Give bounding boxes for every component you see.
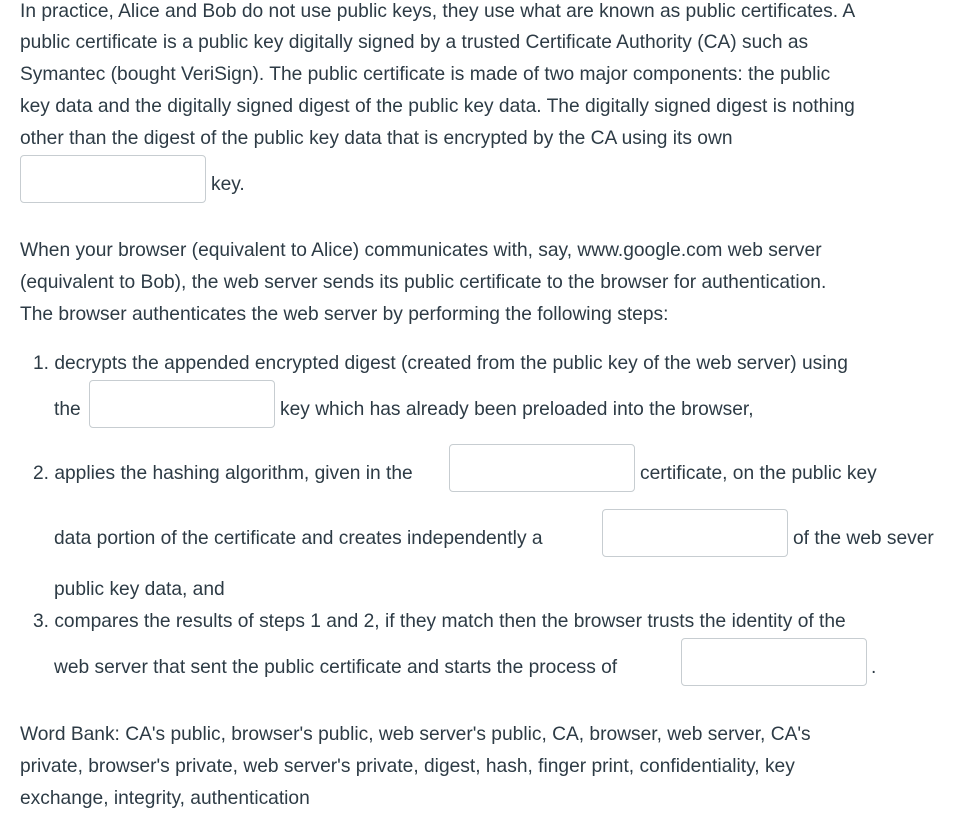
paragraph2-line: (equivalent to Bob), the web server sends its public certificate to the browser for authentication.	[20, 272, 827, 293]
paragraph1-line: public certificate is a public key digitally signed by a trusted Certificate Authority (CA) such as	[20, 32, 809, 53]
word-bank-line: exchange, integrity, authentication	[20, 788, 310, 809]
step3-line: 3. compares the results of steps 1 and 2, if they match then the browser trusts the identity of the	[33, 611, 846, 632]
step2-after-blank: certificate, on the public key	[640, 463, 877, 484]
step2-line: public key data, and	[54, 579, 225, 600]
word-bank-line: Word Bank: CA's public, browser's public, web server's public, CA, browser, web server, CA's	[20, 724, 811, 745]
paragraph1-after-blank: key.	[211, 174, 245, 195]
step1-after-blank: key which has already been preloaded into the browser,	[280, 399, 754, 420]
step2-before-blank: data portion of the certificate and creates independently a	[54, 528, 543, 549]
word-bank-line: private, browser's private, web server's private, digest, hash, finger print, confidentiality, key	[20, 756, 795, 777]
step3-after-blank: .	[871, 657, 877, 678]
paragraph2-line: When your browser (equivalent to Alice) communicates with, say, www.google.com web server	[20, 240, 822, 261]
step2-before-blank: 2. applies the hashing algorithm, given in the	[33, 463, 413, 484]
paragraph1-line: In practice, Alice and Bob do not use public keys, they use what are known as public certificates. A	[20, 1, 856, 22]
blank-2-input[interactable]	[89, 380, 275, 428]
step1-before-blank: the	[54, 399, 81, 420]
step3-before-blank: web server that sent the public certificate and starts the process of	[54, 657, 618, 678]
blank-3-input[interactable]	[449, 444, 635, 492]
paragraph2-line: The browser authenticates the web server by performing the following steps:	[20, 304, 669, 325]
step1-line: 1. decrypts the appended encrypted digest (created from the public key of the web server) using	[33, 353, 848, 374]
blank-5-input[interactable]	[681, 638, 867, 686]
paragraph1-line: other than the digest of the public key data that is encrypted by the CA using its own	[20, 128, 733, 149]
paragraph1-line: Symantec (bought VeriSign). The public certificate is made of two major components: the public	[20, 64, 831, 85]
blank-4-input[interactable]	[602, 509, 788, 557]
step2-after-blank: of the web sever	[793, 528, 934, 549]
blank-1-input[interactable]	[20, 155, 206, 203]
paragraph1-line: key data and the digitally signed digest of the public key data. The digitally signed digest is nothing	[20, 96, 855, 117]
